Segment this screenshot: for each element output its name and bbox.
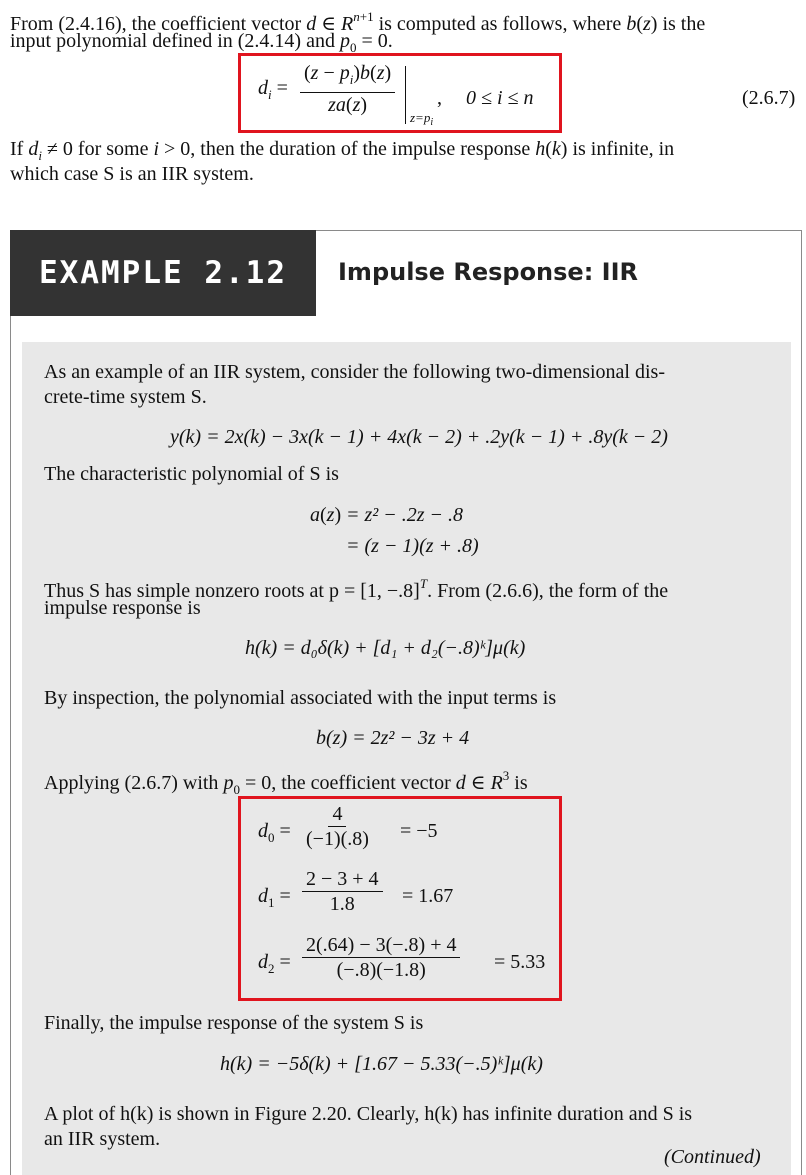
example-p5: Applying (2.6.7) with $p_0 = 0$, the coefficient vector d ∈ $R^3$ is — [44, 768, 528, 797]
d2-lhs: $d_2$ = — [258, 951, 291, 976]
example-p7-line-2: an IIR system. — [44, 1128, 161, 1150]
eq-h-final: h(k) = −5δ(k) + [1.67 − 5.33(−.5)ᵏ]μ(k) — [220, 1053, 543, 1075]
eq-label-2-6-7: (2.6.7) — [742, 87, 796, 109]
example-p3-line-1: Thus S has simple nonzero roots at p = [1, −.8]$^T$. From (2.6.6), the form of the — [44, 576, 669, 602]
example-p7-line-1: A plot of h(k) is shown in Figure 2.20. Clearly, h(k) has infinite duration and S is — [44, 1103, 693, 1125]
example-p3-line-2: impulse response is — [44, 597, 201, 619]
eq-range: 0 ≤ i ≤ n — [466, 87, 534, 109]
example-p4: By inspection, the polynomial associated with the input terms is — [44, 687, 557, 709]
eq-a-line-1: = z² − .2z − .8 — [346, 504, 464, 526]
example-p1-line-2: crete-time system S. — [44, 386, 207, 408]
eq-2-6-7-fraction: $\frac{(z - p_i)b(z)}{za(z)}$ — [300, 62, 395, 116]
d1-fraction: $\frac{2 - 3 + 4}{1.8}$ — [302, 868, 383, 915]
continued-note: (Continued) — [664, 1146, 761, 1168]
d0-value: = −5 — [400, 820, 438, 842]
d0-lhs: $d_0$ = — [258, 820, 291, 845]
d2-value: = 5.33 — [494, 951, 546, 973]
d1-value: = 1.67 — [402, 885, 454, 907]
example-p1-line-1: As an example of an IIR system, consider the following two-dimensional dis- — [44, 361, 665, 383]
intro-line-1: From (2.4.16), the coefficient vector d ∈ $R^{n+1}$ is computed as follows, where b(z) is the — [10, 9, 706, 35]
eq-b: b(z) = 2z² − 3z + 4 — [316, 727, 470, 749]
eq-h-form: h(k) = d₀δ(k) + [d₁ + d₂(−.8)ᵏ]μ(k) — [245, 637, 526, 659]
d2-fraction: $\frac{2(.64) - 3(-.8) + 4}{(-.8)(-1.8)}$ — [302, 934, 460, 981]
example-title: Impulse Response: IIR — [338, 258, 638, 286]
eval-bar — [405, 66, 406, 124]
intro-line-2: input polynomial defined in (2.4.14) and $p_0 = 0$. — [10, 30, 393, 55]
intro-after-line-2: which case S is an IIR system. — [10, 163, 254, 185]
example-label: EXAMPLE 2.12 — [10, 230, 316, 316]
example-p2: The characteristic polynomial of S is — [44, 463, 339, 485]
example-p6: Finally, the impulse response of the system S is — [44, 1012, 424, 1034]
eq-a-line-2: = (z − 1)(z + .8) — [346, 535, 479, 557]
d1-lhs: $d_1$ = — [258, 885, 291, 910]
eq-d-i-lhs: $d_i$ = — [258, 77, 288, 102]
intro-after-line-1: If $d_i \ne 0$ for some i > 0, then the duration of the impulse response h(k) is infinite, in — [10, 138, 675, 163]
eq-a-lhs: a(z) — [310, 504, 342, 526]
eq-comma: , — [437, 87, 442, 109]
eval-subscript: $z=p_i$ — [410, 110, 434, 128]
d0-fraction: $\frac{4}{(-1)(.8)}$ — [306, 803, 369, 850]
eq-system: y(k) = 2x(k) − 3x(k − 1) + 4x(k − 2) + .2y(k − 1) + .8y(k − 2) — [170, 426, 668, 448]
